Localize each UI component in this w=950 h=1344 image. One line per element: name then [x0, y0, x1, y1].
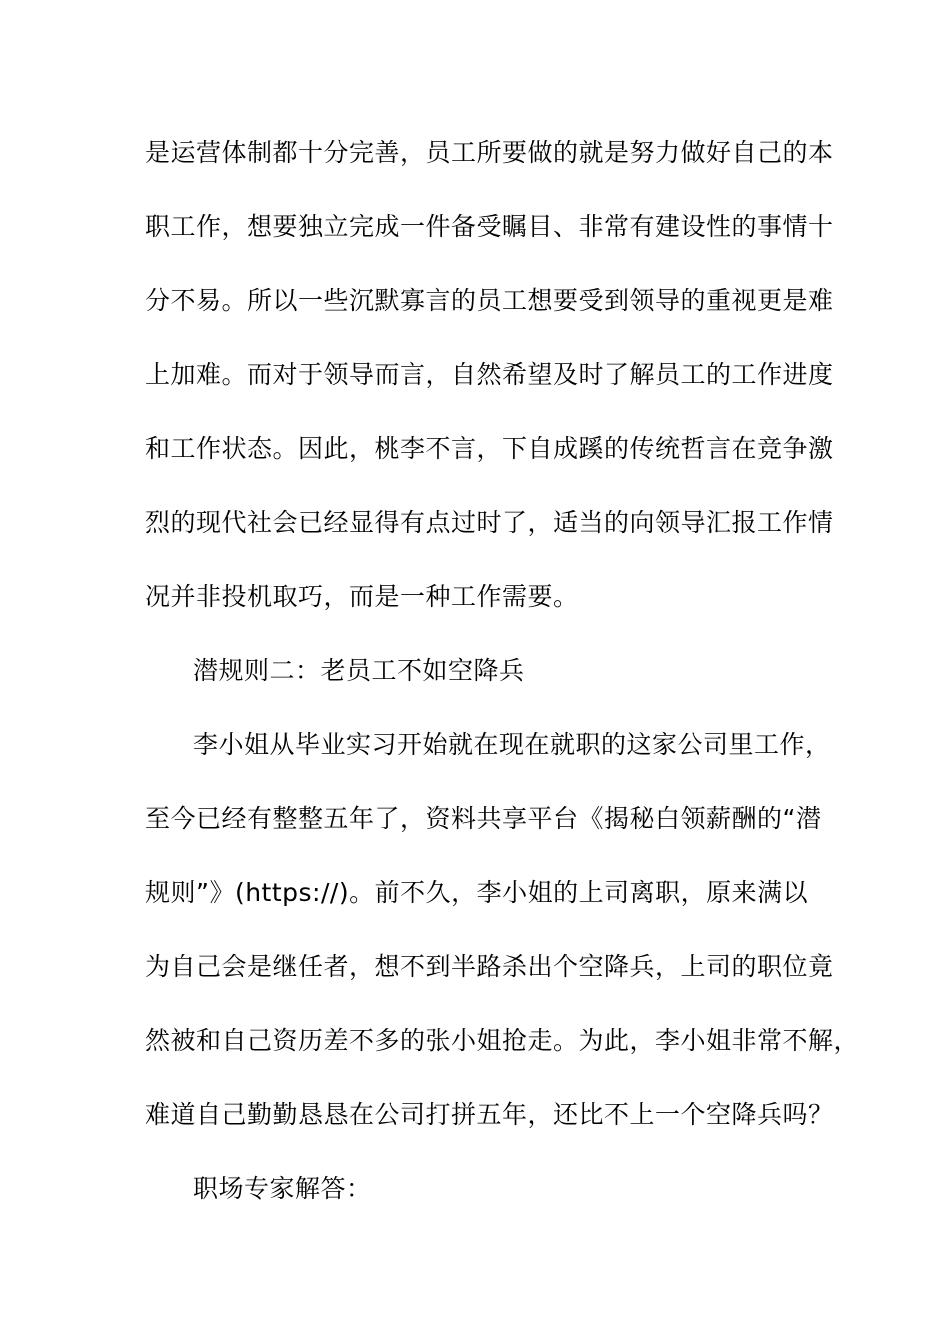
- paragraph-line: 是运营体制都十分完善，员工所要做的就是努力做好自己的本: [145, 138, 834, 167]
- paragraph-line: 李小姐从毕业实习开始就在现在就职的这家公司里工作，: [193, 730, 831, 759]
- paragraph-line: 职工作，想要独立完成一件备受瞩目、非常有建设性的事情十: [145, 212, 834, 241]
- paragraph-line: 烈的现代社会已经显得有点过时了，适当的向领导汇报工作情: [145, 508, 834, 537]
- paragraph-line: 至今已经有整整五年了，资料共享平台《揭秘白领薪酬的“潜: [145, 804, 822, 833]
- section-heading: 潜规则二：老员工不如空降兵: [193, 656, 525, 685]
- paragraph-line: 况并非投机取巧，而是一种工作需要。: [145, 582, 579, 611]
- paragraph-line: 规则”》(https://)。前不久，李小姐的上司离职，原来满以: [145, 878, 809, 907]
- section-heading: 职场专家解答：: [193, 1174, 372, 1203]
- paragraph-line: 然被和自己资历差不多的张小姐抢走。为此，李小姐非常不解，: [145, 1026, 860, 1055]
- paragraph-line: 和工作状态。因此，桃李不言，下自成蹊的传统哲言在竞争激: [145, 434, 834, 463]
- paragraph-line: 上加难。而对于领导而言，自然希望及时了解员工的工作进度: [145, 360, 834, 389]
- paragraph-line: 难道自己勤勤恳恳在公司打拼五年，还比不上一个空降兵吗？: [145, 1100, 834, 1129]
- paragraph-line: 分不易。所以一些沉默寡言的员工想要受到领导的重视更是难: [145, 286, 834, 315]
- paragraph-line: 为自己会是继任者，想不到半路杀出个空降兵，上司的职位竟: [145, 952, 834, 981]
